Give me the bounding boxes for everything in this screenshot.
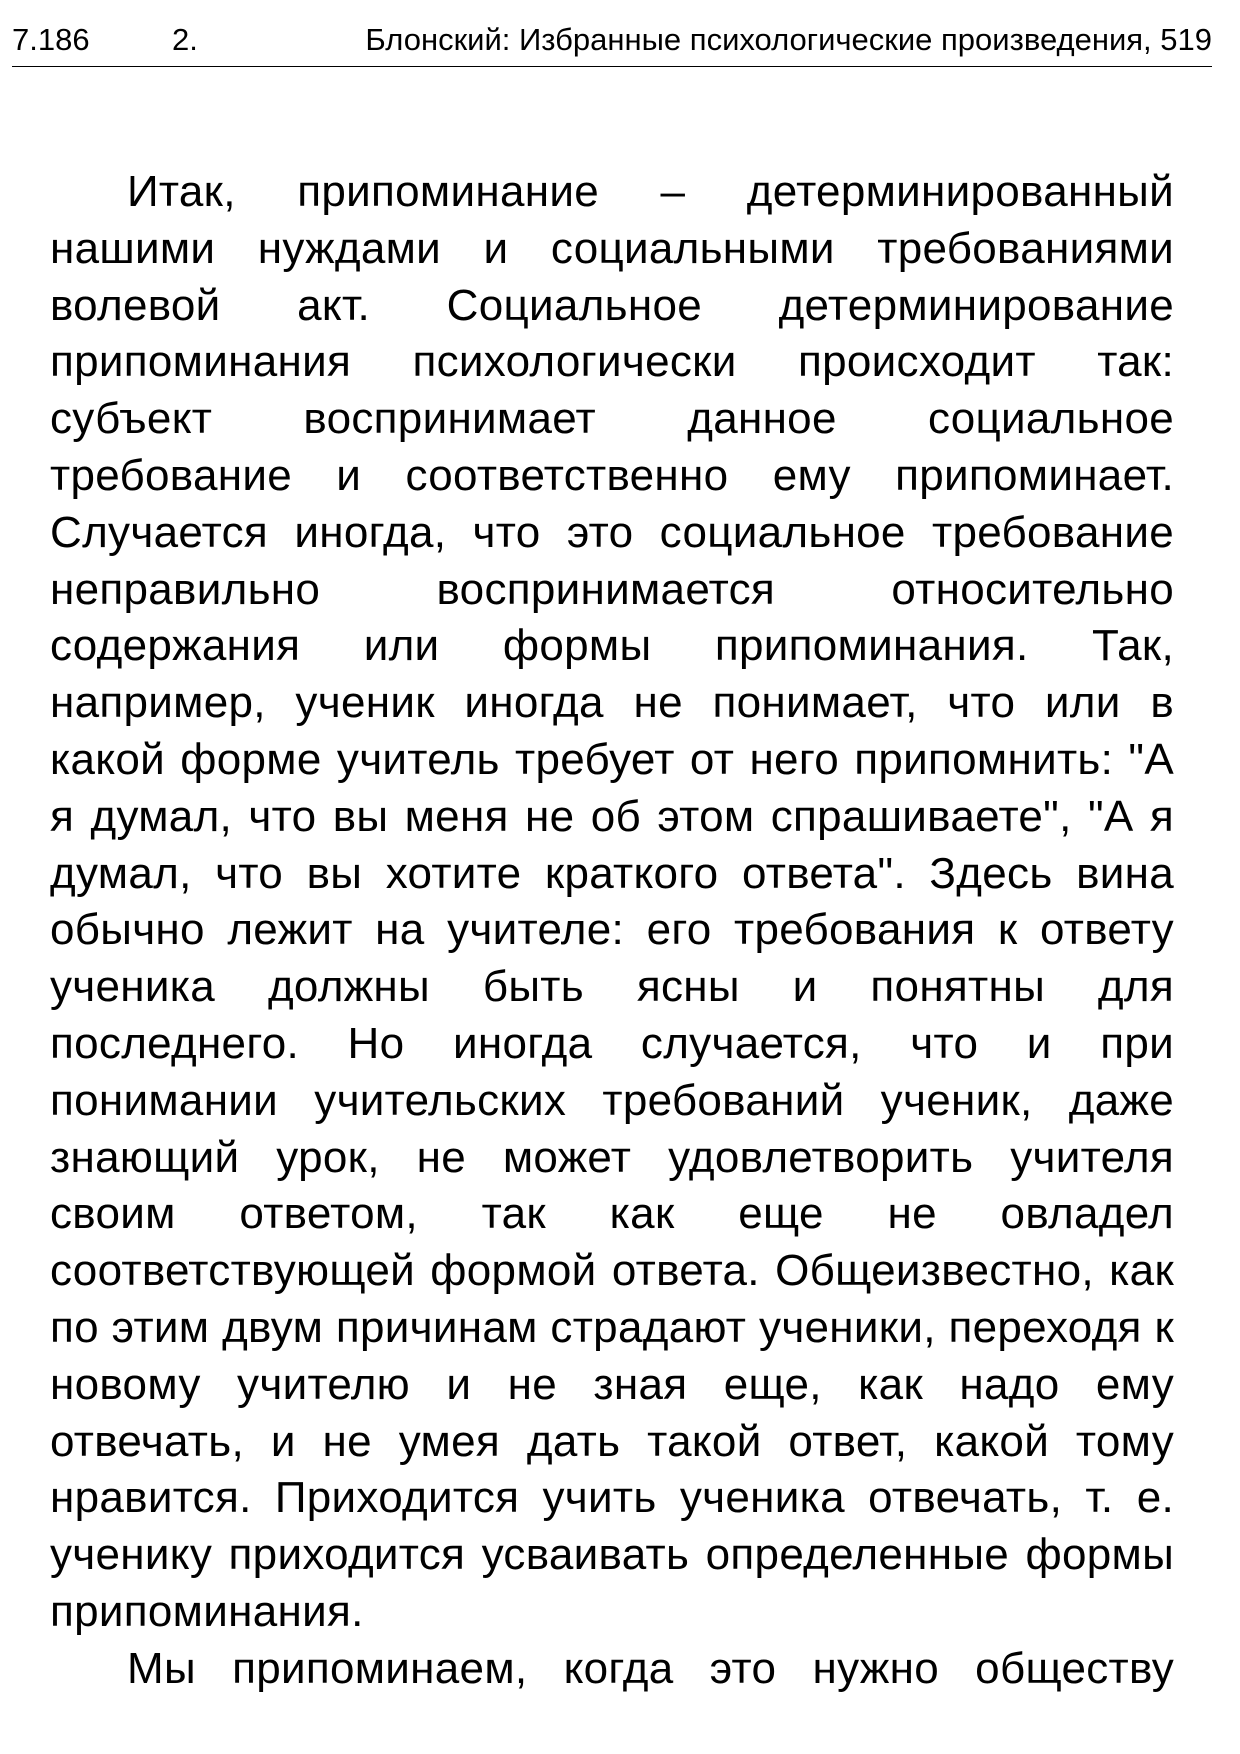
paragraph-1: Итак, припоминание – детерминированный нашими нуждами и социальными требованиями волевой акт. Социальное детерминирование припоминания психологически происходит так: субъект воспринимает данное социальное требование и соответственно ему припоминает. Случается иногда, что это социальное требование неправильно воспринимается относительно содержания или формы припоминания. Так, например, ученик иногда не понимает, что или в какой форме учитель требует от него припомнить: "А я думал, что вы меня не об этом спрашиваете", "А я думал, что вы хотите краткого ответа". Здесь вина обычно лежит на учителе: его требования к ответу ученика должны быть ясны и понятны для последнего. Но иногда случается, что и при понимании учительских требований ученик, даже знающий урок, не может удовлетворить учителя своим ответом, так как еще не овладел соответствующей формой ответа. Общеизвестно, как по этим двум причинам страдают ученики, переходя к новому учителю и не зная еще, как надо ему отвечать, и не умея дать такой ответ, какой тому нравится. Приходится учить ученика отвечать, т. е. ученику приходится усваивать определенные формы припоминания. — [50, 167, 1174, 1636]
book-title: Блонский: Избранные психологические произведения, 519 — [365, 22, 1212, 57]
chapter-number: 2. — [172, 22, 198, 57]
running-header — [12, 18, 1212, 67]
paragraph-2: Мы припоминаем, когда это нужно обществу — [127, 1643, 1174, 1693]
page-number: 7.186 — [12, 22, 90, 57]
page-body — [50, 164, 1174, 1698]
